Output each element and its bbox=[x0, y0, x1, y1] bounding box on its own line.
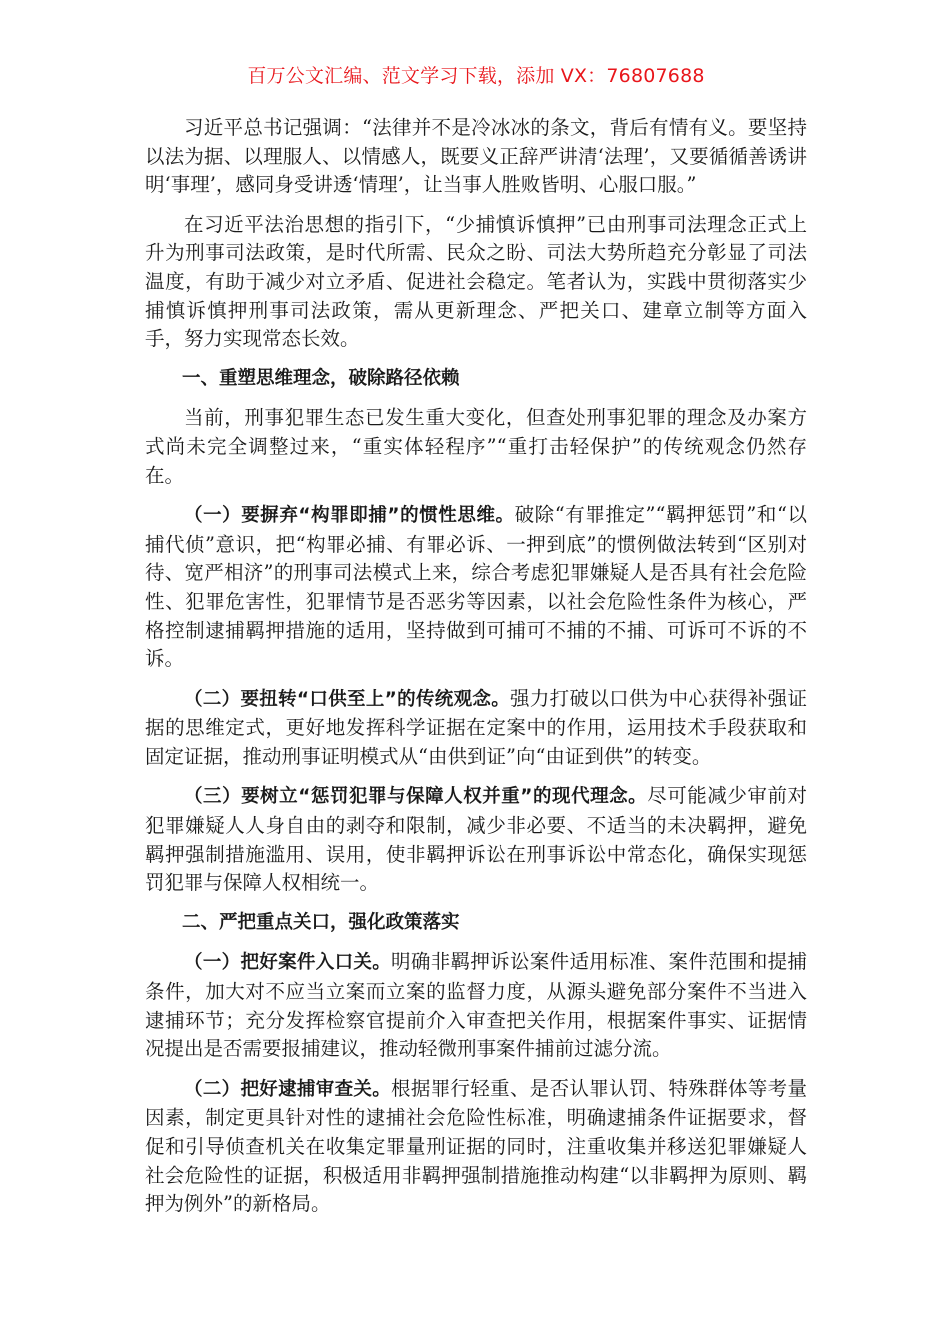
watermark-header: 百万公文汇编、范文学习下载，添加 VX：76807688 bbox=[247, 65, 705, 87]
section-1-item-2-body: 强力打破以口供为中心获得补强证据的思维定式，更好地发挥科学证据在定案中的作用，运用技术手段获取和固定证据，推动刑事证明模式从“由供到证”向“由证到供”的转变。 bbox=[145, 686, 807, 768]
section-1-item-1-lead: （一）要摒弃“构罪即捕”的惯性思维。 bbox=[184, 505, 515, 527]
section-1-item-2-lead: （二）要扭转“口供至上”的传统观念。 bbox=[184, 688, 511, 710]
section-2-item-2-lead: （二）把好逮捕审查关。 bbox=[184, 1078, 392, 1100]
intro-quote-paragraph: 习近平总书记强调：“法律并不是冷冰冰的条文，背后有情有义。要坚持以法为据、以理服人、以情感人，既要义正辞严讲清‘法理’，又要循循善诱讲明‘事理’，感同身受讲透‘情理’，让当事人胜败皆明、心服口服。” bbox=[145, 116, 807, 197]
section-2-item-2-body: 根据罪行轻重、是否认罪认罚、特殊群体等考量因素，制定更具针对性的逮捕社会危险性标准，明确逮捕条件证据要求，督促和引导侦查机关在收集定罪量刑证据的同时，注重收集并移送犯罪嫌疑人社会危险性的证据，积极适用非羁押强制措施推动构建“以非羁押为原则、羁押为例外”的新格局。 bbox=[145, 1076, 807, 1216]
section-1-item-1 bbox=[145, 501, 807, 674]
section-1-item-1-body: 破除“有罪推定”“羁押惩罚”和“以捕代侦”意识，把“构罪必捕、有罪必诉、一押到底”的惯例做法转到“区别对待、宽严相济”的刑事司法模式上来，综合考虑犯罪嫌疑人是否具有社会危险性、犯罪危害性，犯罪情节是否恶劣等因素，以社会危险性条件为核心，严格控制逮捕羁押措施的适用，坚持做到可捕可不捕的不捕、可诉可不诉的不诉。 bbox=[145, 503, 807, 671]
intro-policy-paragraph: 在习近平法治思想的指引下，“少捕慎诉慎押”已由刑事司法理念正式上升为刑事司法政策，是时代所需、民众之盼、司法大势所趋充分彰显了司法温度，有助于减少对立矛盾、促进社会稳定。笔者认为，实践中贯彻落实少捕慎诉慎押刑事司法政策，需从更新理念、严把关口、建章立制等方面入手，努力实现常态长效。 bbox=[145, 212, 807, 351]
document-page bbox=[145, 62, 807, 1219]
section-1-item-3 bbox=[145, 782, 807, 897]
section-2-heading: 二、严把重点关口，强化政策落实 bbox=[182, 911, 460, 933]
section-2-item-1 bbox=[145, 948, 807, 1063]
section-1-heading: 一、重塑思维理念，破除路径依赖 bbox=[182, 367, 460, 389]
section-1-item-3-body: 尽可能减少审前对犯罪嫌疑人人身自由的剥夺和限制，减少非必要、不适当的未决羁押，避免羁押强制措施滥用、误用，使非羁押诉讼在刑事诉讼中常态化，确保实现惩罚犯罪与保障人权相统一。 bbox=[145, 784, 807, 895]
section-2-item-1-lead: （一）把好案件入口关。 bbox=[184, 952, 392, 974]
section-1-item-3-lead: （三）要树立“惩罚犯罪与保障人权并重”的现代理念。 bbox=[184, 786, 648, 808]
section-2-item-2 bbox=[145, 1075, 807, 1219]
section-2-item-1-body: 明确非羁押诉讼案件适用标准、案件范围和提捕条件，加大对不应当立案而立案的监督力度，从源头避免部分案件不当进入逮捕环节；充分发挥检察官提前介入审查把关作用，根据案件事实、证据情况提出是否需要报捕建议，推动轻微刑事案件捕前过滤分流。 bbox=[145, 950, 807, 1061]
section-1-intro: 当前，刑事犯罪生态已发生重大变化，但查处刑事犯罪的理念及办案方式尚未完全调整过来，“重实体轻程序”“重打击轻保护”的传统观念仍然存在。 bbox=[145, 406, 807, 487]
section-1-item-2 bbox=[145, 685, 807, 772]
